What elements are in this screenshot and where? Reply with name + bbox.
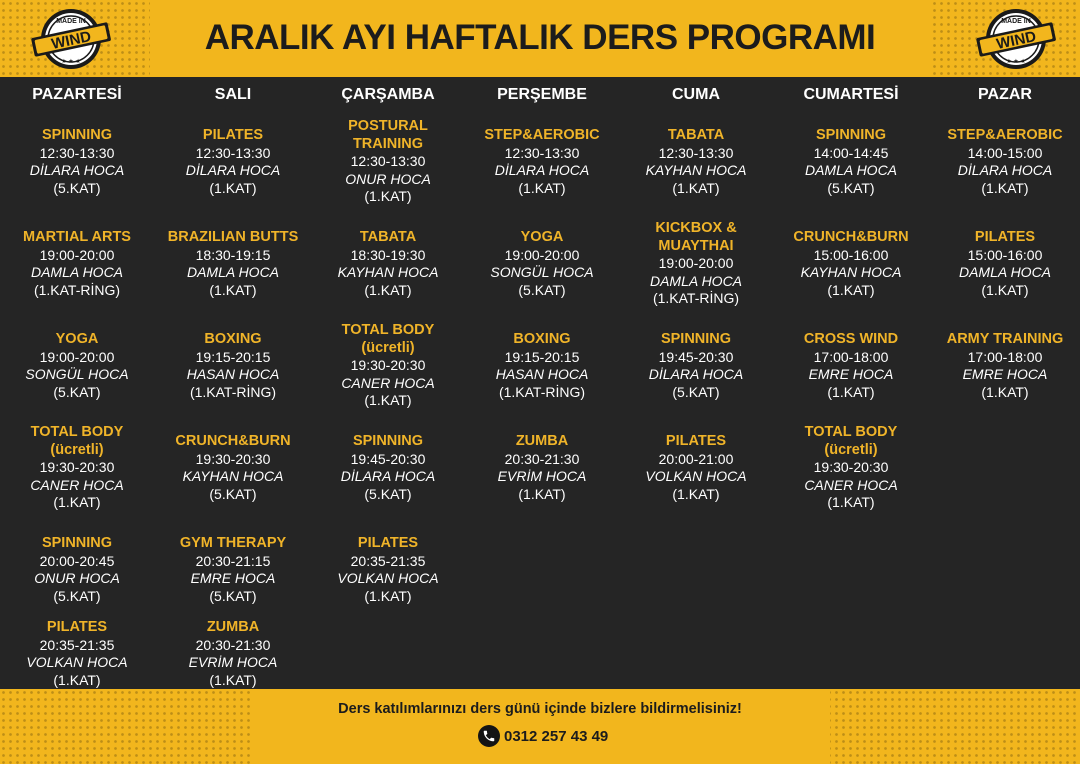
class-coach: DİLARA HOCA bbox=[185, 162, 281, 178]
class-name: YOGA bbox=[55, 331, 99, 347]
day-column bbox=[156, 77, 310, 689]
class-floor: (1.KAT) bbox=[364, 281, 412, 298]
class-entry bbox=[619, 331, 773, 401]
class-name: CROSS WIND bbox=[803, 331, 899, 347]
class-floor: (5.KAT) bbox=[364, 485, 412, 502]
class-name: SPINNING bbox=[41, 127, 113, 143]
class-floor: (1.KAT) bbox=[53, 494, 101, 510]
class-floor: (1.KAT) bbox=[518, 179, 566, 196]
class-time: 20:00-21:00 bbox=[658, 450, 734, 467]
class-entry bbox=[465, 229, 619, 299]
class-entry bbox=[774, 229, 928, 299]
class-floor: (1.KAT) bbox=[209, 671, 257, 688]
class-floor: (1.KAT) bbox=[827, 281, 875, 298]
class-coach: VOLKAN HOCA bbox=[337, 570, 439, 586]
svg-text:MADE IN: MADE IN bbox=[1001, 18, 1031, 25]
class-coach: DAMLA HOCA bbox=[958, 264, 1052, 280]
class-coach: KAYHAN HOCA bbox=[645, 162, 747, 178]
class-entry bbox=[156, 127, 310, 197]
class-time: 20:35-21:35 bbox=[39, 636, 115, 653]
class-name-line2: (ücretli) bbox=[361, 339, 415, 356]
class-entry bbox=[156, 535, 310, 605]
schedule-grid bbox=[0, 77, 1080, 689]
class-name: MARTIAL ARTS bbox=[23, 229, 131, 245]
class-floor: (1.KAT) bbox=[672, 485, 720, 502]
class-name-line2: MUAYTHAI bbox=[658, 237, 734, 254]
class-coach: SONGÜL HOCA bbox=[490, 264, 594, 280]
svg-text:WIND: WIND bbox=[994, 27, 1038, 53]
class-name: TOTAL BODY bbox=[341, 322, 435, 338]
class-floor: (5.KAT) bbox=[53, 587, 101, 604]
attendance-notice: Ders katılımlarınızı ders günü içinde bizlere bildirmelisiniz! bbox=[338, 701, 742, 717]
day-column bbox=[774, 77, 928, 689]
class-floor: (1.KAT) bbox=[981, 281, 1029, 298]
class-entry bbox=[928, 331, 1080, 401]
class-floor: (5.KAT) bbox=[209, 485, 257, 502]
class-name: TOTAL BODY bbox=[804, 424, 898, 440]
class-coach: EMRE HOCA bbox=[190, 570, 276, 586]
class-entry bbox=[156, 619, 310, 689]
day-column bbox=[928, 77, 1080, 689]
class-name: BRAZILIAN BUTTS bbox=[167, 229, 299, 245]
phone-number: 0312 257 43 49 bbox=[504, 727, 609, 745]
class-entry bbox=[311, 535, 465, 605]
class-coach: DAMLA HOCA bbox=[804, 162, 898, 178]
class-coach: ONUR HOCA bbox=[34, 570, 120, 586]
class-coach: DİLARA HOCA bbox=[957, 162, 1053, 178]
class-entry bbox=[311, 229, 465, 299]
class-time: 20:30-21:30 bbox=[195, 636, 271, 653]
class-floor: (5.KAT) bbox=[827, 179, 875, 196]
class-floor: (1.KAT-RİNG) bbox=[498, 383, 586, 400]
class-floor: (1.KAT) bbox=[364, 587, 412, 604]
day-header: PERŞEMBE bbox=[497, 86, 587, 103]
day-header: PAZARTESİ bbox=[32, 86, 122, 103]
class-name: PILATES bbox=[665, 433, 727, 449]
class-time: 12:30-13:30 bbox=[39, 144, 115, 161]
class-name: PILATES bbox=[46, 619, 108, 635]
class-floor: (1.KAT-RİNG) bbox=[652, 290, 740, 306]
class-coach: DİLARA HOCA bbox=[29, 162, 125, 178]
class-coach: DİLARA HOCA bbox=[494, 162, 590, 178]
class-entry bbox=[619, 220, 773, 308]
class-floor: (5.KAT) bbox=[209, 587, 257, 604]
class-entry bbox=[156, 229, 310, 299]
class-name: BOXING bbox=[204, 331, 262, 347]
day-header: SALI bbox=[214, 86, 252, 103]
class-entry bbox=[0, 331, 154, 401]
class-entry bbox=[311, 118, 465, 206]
class-entry bbox=[465, 127, 619, 197]
class-time: 18:30-19:15 bbox=[195, 246, 271, 263]
class-name: KICKBOX & bbox=[655, 220, 737, 236]
day-column bbox=[0, 77, 154, 689]
footer-banner bbox=[0, 689, 1080, 764]
class-time: 12:30-13:30 bbox=[504, 144, 580, 161]
day-column bbox=[465, 77, 619, 689]
svg-text:★ ★ ★: ★ ★ ★ bbox=[1006, 59, 1026, 65]
class-coach: EMRE HOCA bbox=[808, 366, 894, 382]
class-time: 19:30-20:30 bbox=[195, 450, 271, 467]
class-time: 19:45-20:30 bbox=[658, 348, 734, 365]
class-floor: (5.KAT) bbox=[53, 383, 101, 400]
svg-text:★ ★ ★: ★ ★ ★ bbox=[61, 59, 81, 65]
class-entry bbox=[774, 127, 928, 197]
logo-right bbox=[975, 6, 1057, 72]
class-name-line2: TRAINING bbox=[352, 135, 424, 152]
class-time: 19:00-20:00 bbox=[658, 255, 734, 271]
class-entry bbox=[0, 535, 154, 605]
class-floor: (1.KAT) bbox=[981, 383, 1029, 400]
class-time: 19:15-20:15 bbox=[195, 348, 271, 365]
day-header: PAZAR bbox=[978, 86, 1032, 103]
class-name: SPINNING bbox=[41, 535, 113, 551]
class-coach: HASAN HOCA bbox=[186, 366, 280, 382]
class-floor: (1.KAT) bbox=[981, 179, 1029, 196]
class-coach: DİLARA HOCA bbox=[648, 366, 744, 382]
class-name: SPINNING bbox=[352, 433, 424, 449]
class-name: SPINNING bbox=[660, 331, 732, 347]
class-coach: SONGÜL HOCA bbox=[25, 366, 129, 382]
class-name: POSTURAL bbox=[348, 118, 428, 134]
class-name: TABATA bbox=[667, 127, 725, 143]
class-floor: (5.KAT) bbox=[672, 383, 720, 400]
phone-contact bbox=[478, 724, 608, 748]
class-floor: (1.KAT) bbox=[209, 179, 257, 196]
class-time: 15:00-16:00 bbox=[967, 246, 1043, 263]
class-coach: DİLARA HOCA bbox=[340, 468, 436, 484]
class-coach: CANER HOCA bbox=[30, 476, 124, 493]
class-time: 19:00-20:00 bbox=[39, 246, 115, 263]
class-name: PILATES bbox=[202, 127, 264, 143]
class-coach: DAMLA HOCA bbox=[186, 264, 280, 280]
class-floor: (1.KAT-RİNG) bbox=[189, 383, 277, 400]
class-time: 15:00-16:00 bbox=[813, 246, 889, 263]
day-header: ÇARŞAMBA bbox=[341, 86, 435, 103]
phone-icon bbox=[478, 725, 500, 747]
class-coach: KAYHAN HOCA bbox=[337, 264, 439, 280]
class-time: 17:00-18:00 bbox=[967, 348, 1043, 365]
svg-text:MADE IN: MADE IN bbox=[56, 18, 86, 25]
page-title: ARALIK AYI HAFTALIK DERS PROGRAMI bbox=[204, 18, 876, 57]
class-time: 17:00-18:00 bbox=[813, 348, 889, 365]
class-coach: EVRİM HOCA bbox=[188, 654, 278, 670]
class-time: 19:15-20:15 bbox=[504, 348, 580, 365]
class-coach: CANER HOCA bbox=[341, 374, 435, 391]
class-name: STEP&AEROBIC bbox=[484, 127, 600, 143]
class-name-line2: (ücretli) bbox=[50, 441, 104, 458]
class-time: 19:30-20:30 bbox=[39, 459, 115, 475]
class-coach: KAYHAN HOCA bbox=[800, 264, 902, 280]
class-time: 12:30-13:30 bbox=[658, 144, 734, 161]
class-name: TOTAL BODY bbox=[30, 424, 124, 440]
class-entry bbox=[0, 619, 154, 689]
class-time: 20:30-21:15 bbox=[195, 552, 271, 569]
class-entry bbox=[619, 433, 773, 503]
class-name: ZUMBA bbox=[515, 433, 569, 449]
class-time: 20:00-20:45 bbox=[39, 552, 115, 569]
class-entry bbox=[465, 433, 619, 503]
class-entry bbox=[156, 331, 310, 401]
class-floor: (1.KAT-RİNG) bbox=[33, 281, 121, 298]
class-time: 20:30-21:30 bbox=[504, 450, 580, 467]
class-entry bbox=[928, 229, 1080, 299]
class-name: ARMY TRAINING bbox=[946, 331, 1064, 347]
class-time: 18:30-19:30 bbox=[350, 246, 426, 263]
class-time: 12:30-13:30 bbox=[195, 144, 271, 161]
class-coach: KAYHAN HOCA bbox=[182, 468, 284, 484]
class-time: 20:35-21:35 bbox=[350, 552, 426, 569]
day-header: CUMARTESİ bbox=[803, 86, 899, 103]
class-entry bbox=[619, 127, 773, 197]
class-floor: (1.KAT) bbox=[672, 179, 720, 196]
class-entry bbox=[774, 331, 928, 401]
class-coach: EVRİM HOCA bbox=[497, 468, 587, 484]
class-name: ZUMBA bbox=[206, 619, 260, 635]
class-entry bbox=[465, 331, 619, 401]
class-coach: ONUR HOCA bbox=[345, 170, 431, 187]
class-time: 14:00-14:45 bbox=[813, 144, 889, 161]
class-floor: (5.KAT) bbox=[53, 179, 101, 196]
class-floor: (1.KAT) bbox=[518, 485, 566, 502]
class-coach: CANER HOCA bbox=[804, 476, 898, 493]
class-name-line2: (ücretli) bbox=[824, 441, 878, 458]
class-coach: EMRE HOCA bbox=[962, 366, 1048, 382]
class-time: 19:45-20:30 bbox=[350, 450, 426, 467]
class-entry bbox=[774, 424, 928, 512]
class-entry bbox=[311, 433, 465, 503]
class-time: 19:30-20:30 bbox=[813, 459, 889, 475]
class-floor: (1.KAT) bbox=[364, 392, 412, 408]
class-name: YOGA bbox=[520, 229, 564, 245]
class-coach: VOLKAN HOCA bbox=[26, 654, 128, 670]
class-name: SPINNING bbox=[815, 127, 887, 143]
class-coach: DAMLA HOCA bbox=[30, 264, 124, 280]
day-header: CUMA bbox=[672, 86, 720, 103]
class-name: PILATES bbox=[974, 229, 1036, 245]
class-name: PILATES bbox=[357, 535, 419, 551]
class-entry bbox=[0, 127, 154, 197]
class-floor: (1.KAT) bbox=[827, 494, 875, 510]
class-floor: (1.KAT) bbox=[53, 671, 101, 688]
class-floor: (1.KAT) bbox=[364, 188, 412, 204]
day-column bbox=[619, 77, 773, 689]
class-time: 14:00-15:00 bbox=[967, 144, 1043, 161]
class-entry bbox=[156, 433, 310, 503]
header-banner bbox=[0, 0, 1080, 77]
class-floor: (1.KAT) bbox=[827, 383, 875, 400]
class-entry bbox=[928, 127, 1080, 197]
class-entry bbox=[311, 322, 465, 410]
class-floor: (5.KAT) bbox=[518, 281, 566, 298]
class-name: BOXING bbox=[513, 331, 571, 347]
class-entry bbox=[0, 424, 154, 512]
class-time: 19:30-20:30 bbox=[350, 357, 426, 373]
class-floor: (1.KAT) bbox=[209, 281, 257, 298]
class-time: 19:00-20:00 bbox=[39, 348, 115, 365]
class-name: TABATA bbox=[359, 229, 417, 245]
class-name: CRUNCH&BURN bbox=[175, 433, 291, 449]
class-name: GYM THERAPY bbox=[179, 535, 287, 551]
class-coach: HASAN HOCA bbox=[495, 366, 589, 382]
class-entry bbox=[0, 229, 154, 299]
class-time: 19:00-20:00 bbox=[504, 246, 580, 263]
class-name: STEP&AEROBIC bbox=[947, 127, 1063, 143]
day-column bbox=[311, 77, 465, 689]
class-coach: VOLKAN HOCA bbox=[645, 468, 747, 484]
svg-text:WIND: WIND bbox=[49, 27, 93, 53]
class-name: CRUNCH&BURN bbox=[793, 229, 909, 245]
class-time: 12:30-13:30 bbox=[350, 153, 426, 169]
class-coach: DAMLA HOCA bbox=[649, 272, 743, 289]
